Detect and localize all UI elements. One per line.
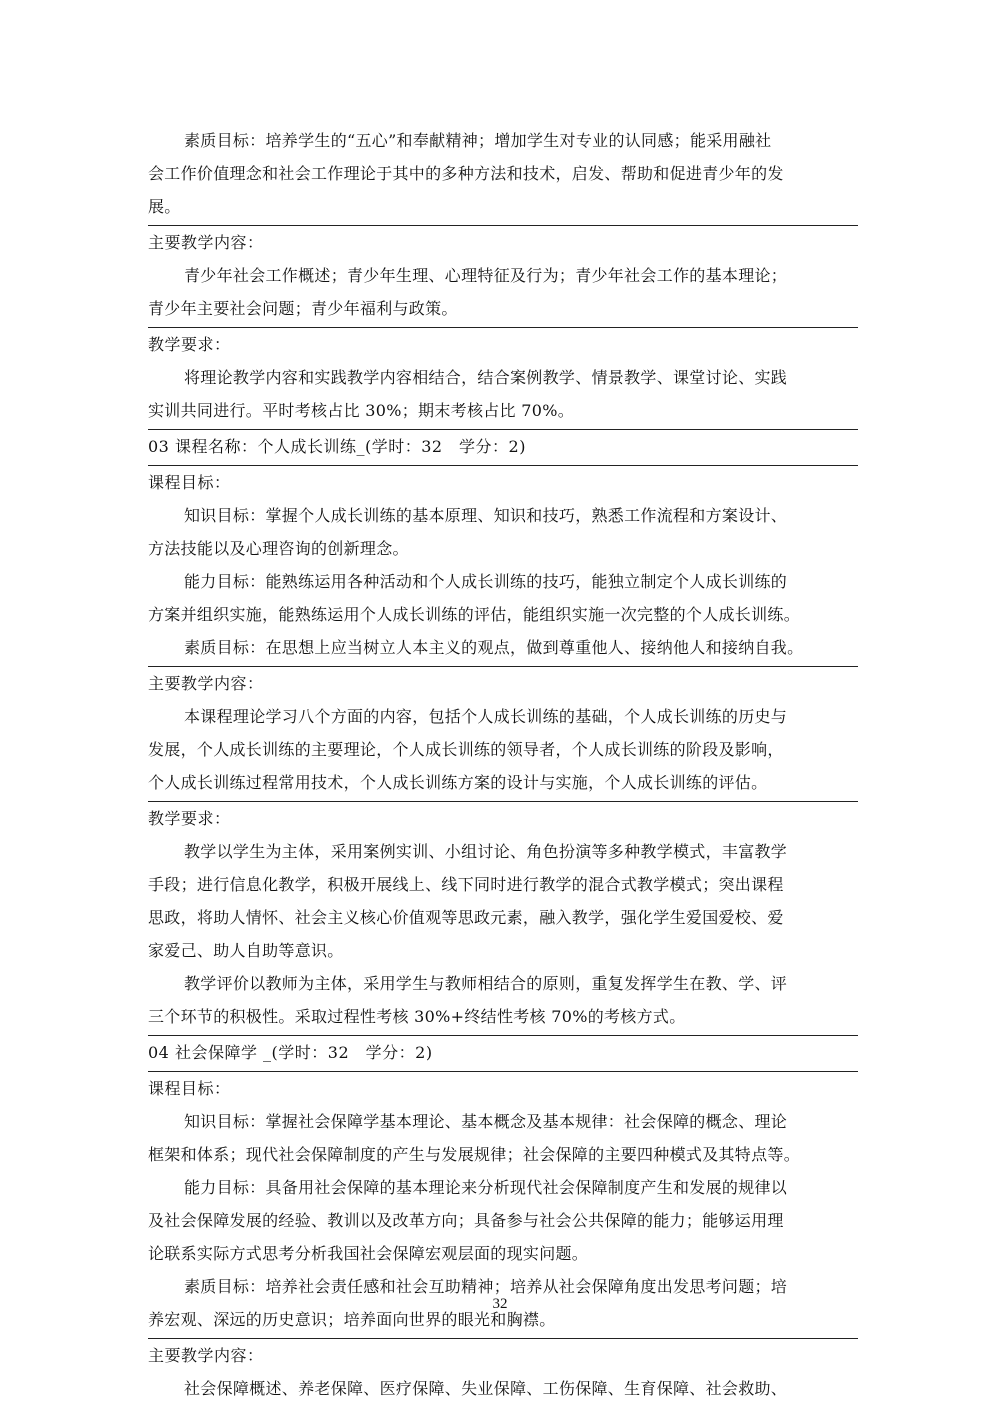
section-heading: 主要教学内容： xyxy=(148,674,264,693)
paragraph-line: 论联系实际方式思考分析我国社会保障宏观层面的现实问题。 xyxy=(148,1244,589,1263)
paragraph-line: 实训共同进行。平时考核占比 30%；期末考核占比 70%。 xyxy=(148,401,574,420)
paragraph-line: 知识目标：掌握社会保障学基本理论、基本概念及基本规律：社会保障的概念、理论 xyxy=(184,1112,788,1131)
paragraph-line: 素质目标：在思想上应当树立人本主义的观点，做到尊重他人、接纳他人和接纳自我。 xyxy=(184,638,804,657)
section-divider xyxy=(148,666,858,667)
section-divider xyxy=(148,429,858,430)
section-heading: 课程目标： xyxy=(148,473,231,492)
section-divider xyxy=(148,801,858,802)
paragraph-line: 思政，将助人情怀、社会主义核心价值观等思政元素，融入教学，强化学生爱国爱校、爱 xyxy=(148,908,784,927)
section-heading: 教学要求： xyxy=(148,809,231,828)
paragraph-line: 方案并组织实施，能熟练运用个人成长训练的评估，能组织实施一次完整的个人成长训练。 xyxy=(148,605,801,624)
paragraph-line: 框架和体系；现代社会保障制度的产生与发展规律；社会保障的主要四种模式及其特点等。 xyxy=(148,1145,801,1164)
section-heading: 主要教学内容： xyxy=(148,233,264,252)
paragraph-line: 能力目标：能熟练运用各种活动和个人成长训练的技巧，能独立制定个人成长训练的 xyxy=(184,572,788,591)
section-divider xyxy=(148,225,858,226)
paragraph-line: 教学以学生为主体，采用案例实训、小组讨论、角色扮演等多种教学模式，丰富教学 xyxy=(184,842,788,861)
section-heading: 课程目标： xyxy=(148,1079,231,1098)
paragraph-line: 个人成长训练过程常用技术，个人成长训练方案的设计与实施，个人成长训练的评估。 xyxy=(148,773,768,792)
section-divider xyxy=(148,465,858,466)
paragraph-line: 青少年社会工作概述；青少年生理、心理特征及行为；青少年社会工作的基本理论； xyxy=(184,266,788,285)
paragraph-line: 方法技能以及心理咨询的创新理念。 xyxy=(148,539,409,558)
section-divider xyxy=(148,1338,858,1339)
paragraph-line: 社会保障概述、养老保障、医疗保障、失业保障、工伤保障、生育保障、社会救助、 xyxy=(184,1379,788,1398)
paragraph-line: 能力目标：具备用社会保障的基本理论来分析现代社会保障制度产生和发展的规律以 xyxy=(184,1178,788,1197)
paragraph-line: 本课程理论学习八个方面的内容，包括个人成长训练的基础，个人成长训练的历史与 xyxy=(184,707,788,726)
section-divider xyxy=(148,327,858,328)
page-number: 32 xyxy=(492,1296,508,1312)
section-heading: 主要教学内容： xyxy=(148,1346,264,1365)
document-body xyxy=(148,124,858,1405)
paragraph-line: 青少年主要社会问题；青少年福利与政策。 xyxy=(148,299,458,318)
section-heading: 04 社会保障学 _(学时：32 学分：2) xyxy=(148,1043,433,1062)
paragraph-line: 教学评价以教师为主体，采用学生与教师相结合的原则，重复发挥学生在教、学、评 xyxy=(184,974,788,993)
section-divider xyxy=(148,1035,858,1036)
paragraph-line: 会工作价值理念和社会工作理论于其中的多种方法和技术，启发、帮助和促进青少年的发 xyxy=(148,164,784,183)
paragraph-line: 素质目标：培养社会责任感和社会互助精神；培养从社会保障角度出发思考问题；培 xyxy=(184,1277,788,1296)
paragraph-line: 养宏观、深远的历史意识；培养面向世界的眼光和胸襟。 xyxy=(148,1310,556,1329)
section-heading: 教学要求： xyxy=(148,335,231,354)
paragraph-line: 家爱己、助人自助等意识。 xyxy=(148,941,344,960)
paragraph-line: 三个环节的积极性。采取过程性考核 30%+终结性考核 70%的考核方式。 xyxy=(148,1007,686,1026)
paragraph-line: 素质目标：培养学生的“五心”和奉献精神；增加学生对专业的认同感；能采用融社 xyxy=(184,131,772,150)
paragraph-line: 将理论教学内容和实践教学内容相结合，结合案例教学、情景教学、课堂讨论、实践 xyxy=(184,368,788,387)
paragraph-line: 及社会保障发展的经验、教训以及改革方向；具备参与社会公共保障的能力；能够运用理 xyxy=(148,1211,784,1230)
section-heading: 03 课程名称：个人成长训练_(学时：32 学分：2) xyxy=(148,437,526,456)
paragraph-line: 发展，个人成长训练的主要理论，个人成长训练的领导者，个人成长训练的阶段及影响， xyxy=(148,740,784,759)
section-divider xyxy=(148,1071,858,1072)
paragraph-line: 展。 xyxy=(148,197,181,216)
paragraph-line: 手段；进行信息化教学，积极开展线上、线下同时进行教学的混合式教学模式；突出课程 xyxy=(148,875,784,894)
paragraph-line: 知识目标：掌握个人成长训练的基本原理、知识和技巧，熟悉工作流程和方案设计、 xyxy=(184,506,788,525)
